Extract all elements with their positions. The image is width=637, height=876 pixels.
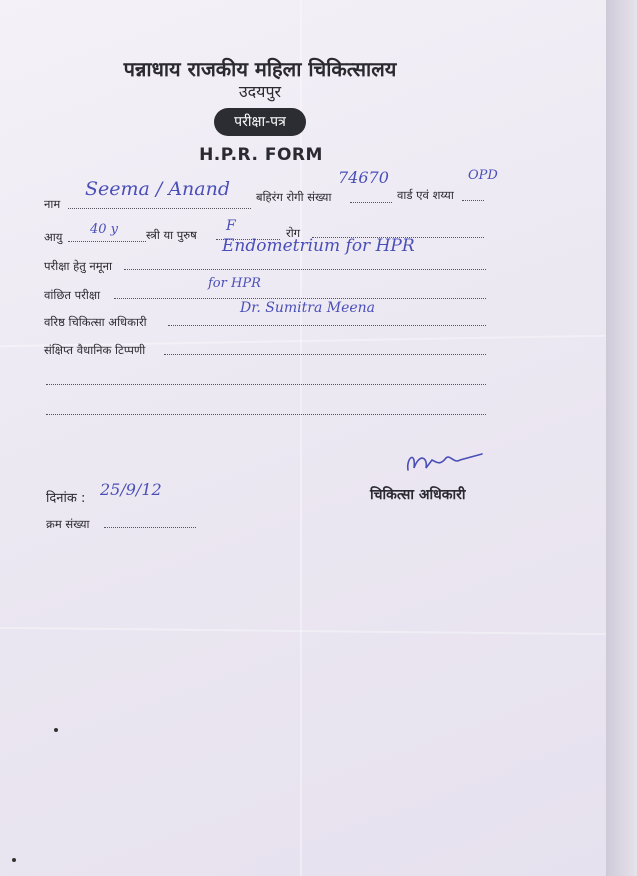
date-value[interactable]: 25/9/12	[100, 480, 162, 499]
legal-note-line-3	[46, 413, 486, 415]
ward-bed-label: वार्ड एवं शय्या	[397, 188, 454, 202]
sample-line	[124, 268, 486, 270]
sex-value[interactable]: F	[226, 218, 236, 234]
name-label: नाम	[44, 197, 61, 211]
disease-label: रोग	[286, 226, 301, 240]
senior-officer-line	[168, 324, 486, 326]
legal-note-line-1	[164, 353, 486, 355]
ward-bed-line	[462, 199, 484, 201]
desired-test-line	[114, 297, 486, 299]
form-type-badge: परीक्षा-पत्र	[214, 108, 306, 136]
age-line	[68, 240, 146, 242]
signature	[400, 440, 490, 484]
serial-no-label: क्रम संख्या	[46, 517, 90, 531]
name-value[interactable]: Seema / Anand	[85, 178, 231, 200]
senior-officer-value[interactable]: Dr. Sumitra Meena	[240, 300, 376, 316]
desired-test-label: वांछित परीक्षा	[44, 288, 101, 302]
hospital-name: पन्नाधाय राजकीय महिला चिकित्सालय	[123, 57, 397, 81]
ink-spot-2	[12, 858, 16, 862]
legal-note-line-2	[46, 383, 486, 385]
name-line	[68, 207, 251, 209]
serial-no-line	[104, 526, 196, 528]
sample-value[interactable]: Endometrium for HPR	[222, 236, 415, 256]
desired-test-value[interactable]: for HPR	[208, 276, 261, 291]
opd-number-line	[350, 201, 392, 203]
ward-bed-value[interactable]: OPD	[468, 168, 498, 183]
opd-number-label: बहिरंग रोगी संख्या	[256, 190, 332, 204]
age-label: आयु	[44, 230, 63, 244]
senior-officer-label: वरिष्ठ चिकित्सा अधिकारी	[44, 315, 147, 329]
date-label: दिनांक :	[46, 491, 86, 506]
city-name: उदयपुर	[238, 82, 282, 101]
ink-spot	[54, 728, 58, 732]
sex-label: स्त्री या पुरुष	[146, 228, 197, 242]
opd-number-value[interactable]: 74670	[338, 168, 389, 187]
scanner-edge	[606, 0, 637, 876]
legal-note-label: संक्षिप्त वैधानिक टिप्पणी	[44, 343, 146, 357]
sample-label: परीक्षा हेतु नमूना	[44, 259, 113, 273]
form-title: H.P.R. FORM	[199, 145, 323, 165]
medical-officer-label: चिकित्सा अधिकारी	[370, 487, 466, 503]
age-value[interactable]: 40 y	[90, 222, 119, 237]
